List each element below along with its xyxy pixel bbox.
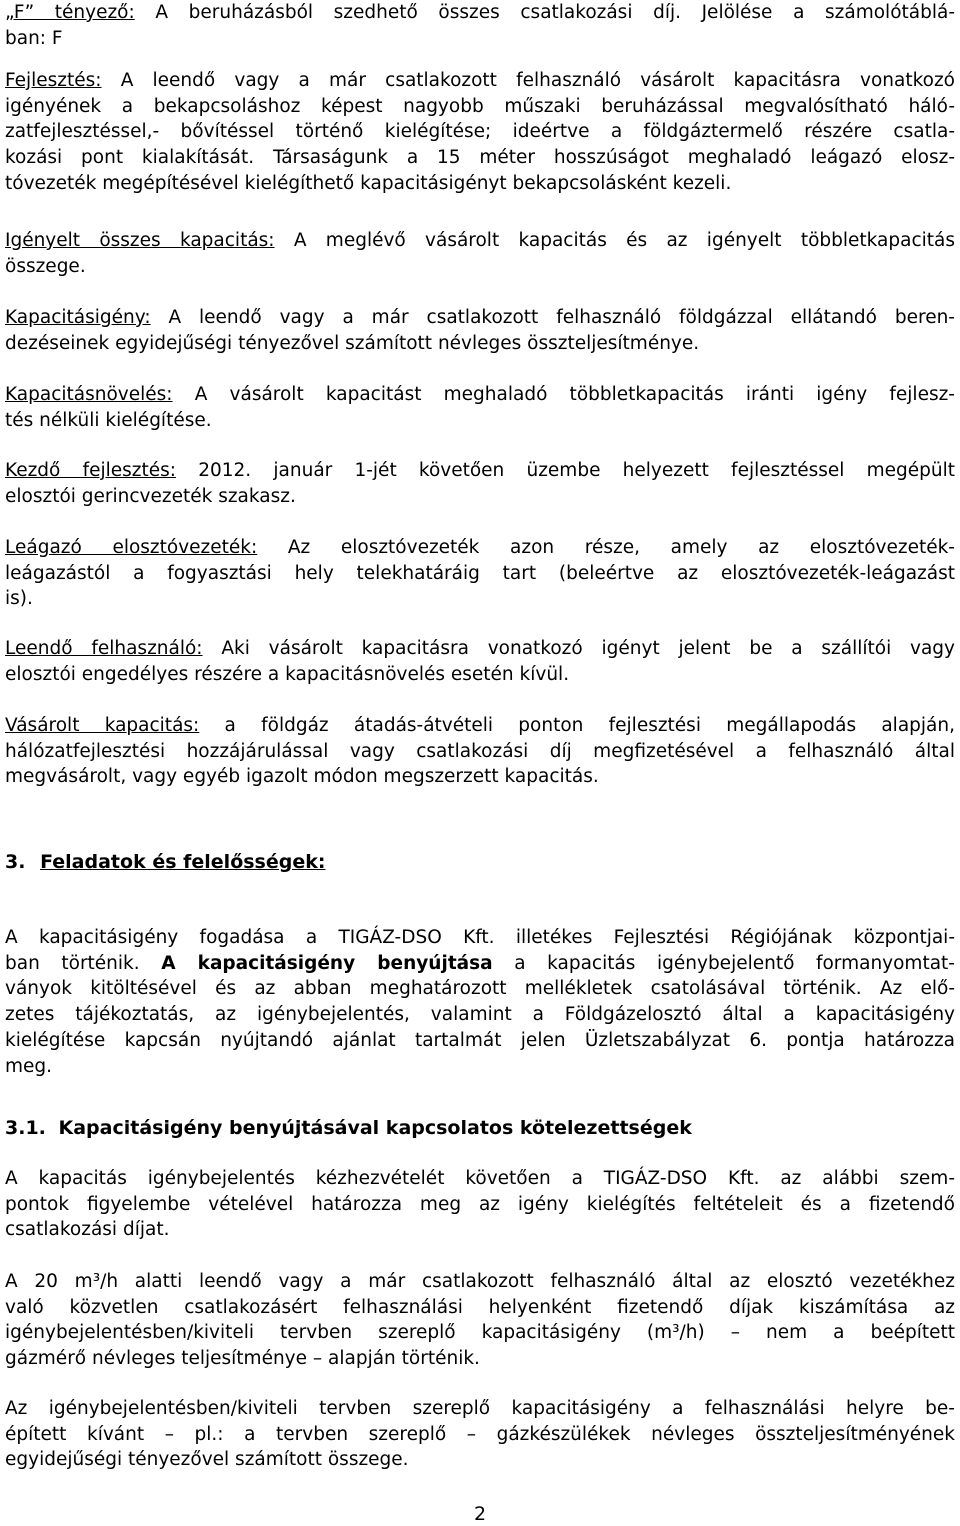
body-text: való közvetlen csatlakozásért felhasználási helyenként fizetendő díjak kiszámítása az bbox=[5, 1296, 955, 1318]
paragraph-capacity-definition bbox=[5, 1396, 955, 1473]
definition-vasarolt-kapacitas bbox=[5, 713, 955, 790]
definition-text: tés nélküli kielégítése. bbox=[5, 409, 212, 431]
emphasis-text: A kapacitásigény benyújtása bbox=[161, 952, 493, 974]
body-text: a kapacitás igénybejelentő formanyomtat- bbox=[514, 952, 955, 974]
definition-kapacitasigeny bbox=[5, 305, 955, 356]
definition-text: hálózatfejlesztési hozzájárulással vagy csatlakozási díj megfizetésével a felhasználó által bbox=[5, 740, 955, 762]
term-label: Vásárolt kapacitás: bbox=[5, 715, 200, 736]
term-label: Kapacitásnövelés: bbox=[5, 384, 173, 405]
definition-text: A meglévő vásárolt kapacitás és az igényelt többletkapacitás bbox=[293, 230, 955, 251]
definition-f-factor bbox=[5, 0, 955, 51]
definition-leagazo-elosztovezetek bbox=[5, 535, 955, 612]
body-text: zetes tájékoztatás, az igénybejelentés, valamint a Földgázelosztó által a kapacitásigény bbox=[5, 1004, 955, 1026]
definition-text: A vásárolt kapacitást meghaladó többletkapacitás iránti igény fejlesz- bbox=[194, 384, 955, 405]
definition-text: a földgáz átadás-átvételi ponton fejlesztési megállapodás alapján, bbox=[224, 715, 955, 736]
definition-text: zatfejlesztéssel,- bővítéssel történő kielégítése; ideértve a földgáztermelő részére csatla- bbox=[5, 121, 955, 143]
definition-igenyelt-osszes-kapacitas bbox=[5, 228, 955, 279]
definition-text: Aki vásárolt kapacitásra vonatkozó igényt jelent be a szállítói vagy bbox=[221, 638, 955, 659]
paragraph-fee-calculation bbox=[5, 1269, 955, 1372]
definition-fejlesztes bbox=[5, 68, 955, 197]
definition-text: megvásárolt, vagy egyéb igazolt módon megszerzett kapacitás. bbox=[5, 766, 599, 788]
body-text: pontok figyelembe vételével határozza meg az igény kielégítés feltételeit és a fizetendő bbox=[5, 1193, 955, 1215]
definition-text: ban: F bbox=[5, 27, 63, 49]
definition-text: kozási pont kialakítását. Társaságunk a 15 méter hosszúságot meghaladó leágazó elosz- bbox=[5, 147, 955, 169]
section-number: 3.1. bbox=[5, 1117, 46, 1139]
term-label: „F” tényező: bbox=[5, 2, 135, 23]
definition-text: elosztói gerincvezeték szakasz. bbox=[5, 485, 296, 507]
section-heading-3 bbox=[5, 849, 325, 875]
body-text: igénybejelentésben/kiviteli tervben szereplő kapacitásigény (m³/h) – nem a beépített bbox=[5, 1322, 955, 1344]
paragraph-requirements-intro bbox=[5, 1166, 955, 1243]
body-text: kielégítése kapcsán nyújtandó ajánlat tartalmát jelen Üzletszabályzat 6. pontja határozza bbox=[5, 1029, 955, 1051]
term-label: Igényelt összes kapacitás: bbox=[5, 230, 275, 251]
definition-text: A leendő vagy a már csatlakozott felhasználó földgázzal ellátandó beren- bbox=[168, 307, 955, 328]
body-text: ban történik. bbox=[5, 952, 140, 974]
definition-leendo-felhasznalo bbox=[5, 636, 955, 687]
section-number: 3. bbox=[5, 851, 26, 873]
definition-text: 2012. január 1-jét követően üzembe helyezett fejlesztéssel megépült bbox=[198, 460, 955, 481]
body-text: Az igénybejelentésben/kiviteli tervben szereplő kapacitásigény a felhasználási helyre be- bbox=[5, 1398, 955, 1419]
page-number: 2 bbox=[473, 1503, 487, 1525]
section-title: Feladatok és felelősségek: bbox=[40, 851, 326, 873]
definition-text: elosztói engedélyes részére a kapacitásnövelés esetén kívül. bbox=[5, 663, 570, 685]
term-label: Leendő felhasználó: bbox=[5, 638, 203, 659]
body-text: csatlakozási díjat. bbox=[5, 1219, 170, 1241]
section-heading-3-1 bbox=[5, 1115, 692, 1141]
section-title: Kapacitásigény benyújtásával kapcsolatos kötelezettségek bbox=[58, 1117, 692, 1139]
body-text: épített kívánt – pl.: a tervben szereplő – gázkészülékek névleges összteljesítményének bbox=[5, 1423, 955, 1445]
definition-text: A beruházásból szedhető összes csatlakozási díj. Jelölése a számolótáblá- bbox=[155, 2, 955, 23]
body-text: gázmérő névleges teljesítménye – alapján történik. bbox=[5, 1348, 480, 1370]
definition-text: dezéseinek egyidejűségi tényezővel számított névleges összteljesítménye. bbox=[5, 332, 700, 354]
definition-text: leágazástól a fogyasztási hely telekhatáráig tart (beleértve az elosztóvezeték-leágazást bbox=[5, 562, 955, 584]
term-label: Kapacitásigény: bbox=[5, 307, 151, 328]
body-text: A 20 m³/h alatti leendő vagy a már csatlakozott felhasználó által az elosztó vezetékhez bbox=[5, 1271, 955, 1292]
term-label: Leágazó elosztóvezeték: bbox=[5, 537, 258, 558]
definition-text: igényének a bekapcsoláshoz képest nagyobb műszaki beruházással megvalósítható háló- bbox=[5, 95, 955, 117]
body-text: egyidejűségi tényezővel számított összege. bbox=[5, 1449, 409, 1471]
definition-text: A leendő vagy a már csatlakozott felhasználó vásárolt kapacitásra vonatkozó bbox=[120, 70, 955, 91]
term-label: Fejlesztés: bbox=[5, 70, 102, 91]
definition-text: is). bbox=[5, 588, 33, 610]
definition-text: összege. bbox=[5, 255, 86, 277]
definition-kapacitasnoveles bbox=[5, 382, 955, 433]
definition-text: Az elosztóvezeték azon része, amely az elosztóvezeték- bbox=[287, 537, 955, 558]
body-text: A kapacitás igénybejelentés kézhezvételét követően a TIGÁZ-DSO Kft. az alábbi szem- bbox=[5, 1168, 955, 1189]
definition-text: tóvezeték megépítésével kielégíthető kapacitásigényt bekapcsolásként kezeli. bbox=[5, 172, 732, 194]
definition-kezdo-fejlesztes bbox=[5, 458, 955, 509]
body-text: A kapacitásigény fogadása a TIGÁZ-DSO Kft. illetékes Fejlesztési Régiójának központjai- bbox=[5, 927, 955, 948]
body-text: meg. bbox=[5, 1055, 53, 1077]
term-label: Kezdő fejlesztés: bbox=[5, 460, 176, 481]
intake-paragraph bbox=[5, 925, 955, 1079]
body-text: ványok kitöltésével és az abban meghatározott mellékletek csatolásával történik. Az elő- bbox=[5, 978, 955, 1000]
